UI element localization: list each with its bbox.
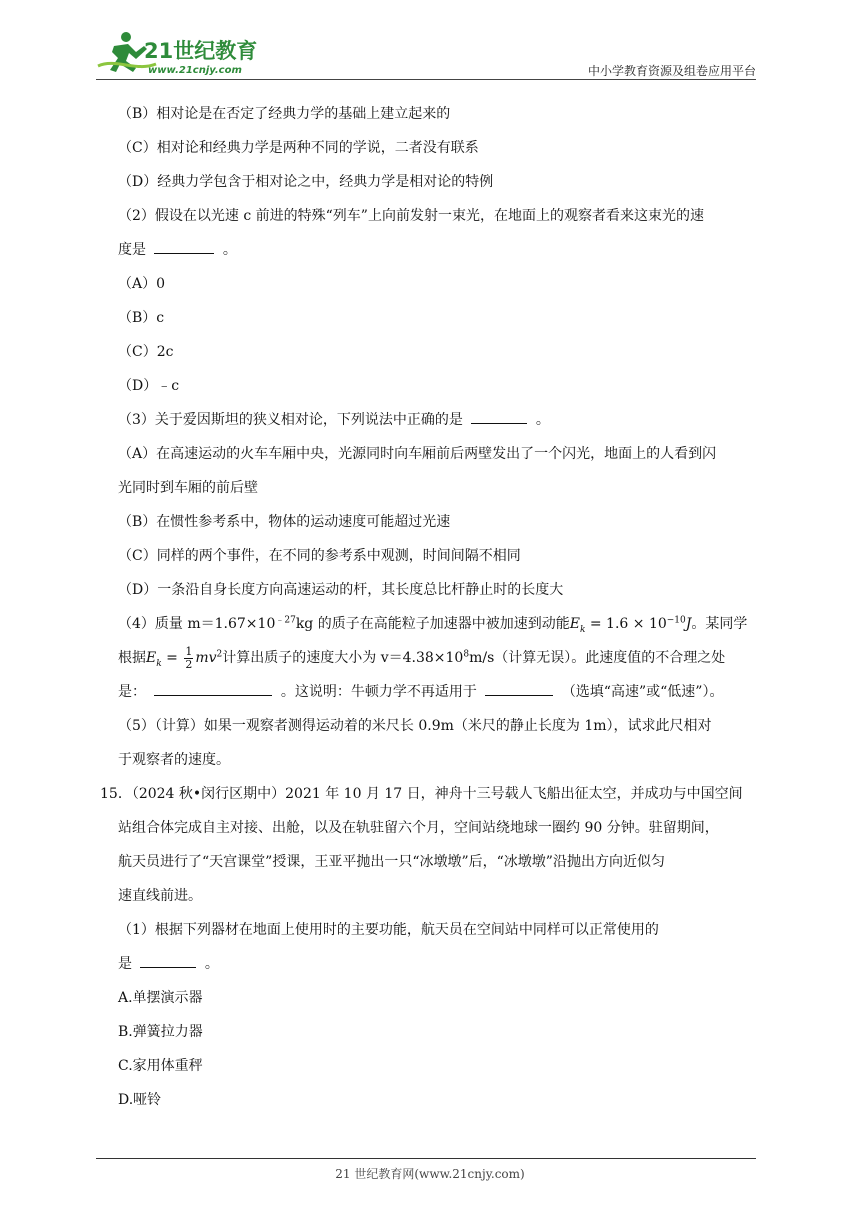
choice-a: A.单摆演示器	[118, 990, 203, 1006]
subquestion-4-blanks	[118, 675, 768, 709]
option-d: （D）一条沿自身长度方向高速运动的杆，其长度总比杆静止时的长度大	[118, 582, 564, 598]
option-a: （A）在高速运动的火车车厢中央，光源同时向车厢前后两壁发出了一个闪光，地面上的人看到闪	[118, 446, 717, 462]
footer-divider	[96, 1158, 756, 1159]
text-segment: （选填“高速”或“低速”）。	[561, 684, 724, 700]
subquestion-3	[118, 403, 768, 437]
logo-icon	[96, 28, 266, 78]
text-segment: （4）质量 m＝1.67×10	[118, 616, 276, 632]
text-segment: 。这说明：牛顿力学不再适用于	[280, 684, 477, 700]
subquestion-4	[118, 607, 768, 641]
option-d: （D）﹣c	[118, 378, 180, 394]
exponent: −10	[666, 615, 686, 626]
answer-blank[interactable]	[154, 235, 214, 254]
question-15-cont: 航天员进行了“天宫课堂”授课，王亚平抛出一只“冰墩墩”后，“冰墩墩”沿抛出方向近似匀	[118, 854, 665, 870]
text-segment: kg 的质子在高能粒子加速器中被加速到动能	[295, 616, 570, 632]
text-segment: 根据	[118, 650, 146, 666]
header-divider	[96, 79, 756, 80]
question-15: 15．（2024 秋•闵行区期中）2021 年 10 月 17 日，神舟十三号载人飞船出征太空，并成功与中国空间	[100, 786, 743, 802]
option-c: （C）同样的两个事件，在不同的参考系中观测，时间间隔不相同	[118, 548, 521, 564]
text-segment: 。某同学	[691, 616, 748, 632]
subquestion-2: （2）假设在以光速 c 前进的特殊“列车”上向前发射一束光，在地面上的观察者看来这束光的速	[118, 208, 704, 224]
math-symbol: E	[569, 616, 580, 632]
page-footer: 21 世纪教育网(www.21cnjy.com)	[335, 1167, 525, 1181]
text-segment: 度是	[118, 242, 146, 258]
text-segment: =	[161, 650, 183, 666]
subquestion-5: （5）（计算）如果一观察者测得运动着的米尺长 0.9m（米尺的静止长度为 1m），试求此尺相对	[118, 718, 712, 734]
math-symbol: E	[146, 650, 157, 666]
text-segment: = 1.6 × 10	[585, 616, 667, 632]
answer-blank[interactable]	[154, 677, 272, 696]
fraction-numerator: 1	[185, 644, 193, 658]
exponent: 8	[463, 649, 470, 660]
question-15-cont: 站组合体完成自主对接、出舱，以及在轨驻留六个月，空间站绕地球一圈约 90 分钟。驻留期间，	[118, 820, 719, 836]
option-a-cont: 光同时到车厢的前后壁	[118, 480, 258, 496]
fraction-denominator: 2	[185, 657, 193, 671]
subquestion-2-cont	[118, 233, 768, 267]
option-d: （D）经典力学包含于相对论之中，经典力学是相对论的特例	[118, 174, 494, 190]
math-subscript: k	[579, 624, 586, 635]
math-subscript: k	[156, 658, 162, 669]
text-segment: 。	[222, 242, 237, 258]
option-b: （B）c	[118, 310, 165, 326]
option-a: （A）0	[118, 276, 166, 292]
text-segment: 是：	[118, 684, 146, 700]
logo-text: 21世纪教育	[144, 39, 258, 63]
math-symbol: J	[685, 616, 692, 632]
answer-blank[interactable]	[471, 405, 527, 424]
subquestion-4-cont	[118, 641, 768, 675]
question-content	[100, 97, 768, 1117]
answer-blank[interactable]	[485, 677, 553, 696]
text-segment: 。	[204, 956, 219, 972]
option-c: （C）相对论和经典力学是两种不同的学说，二者没有联系	[118, 140, 479, 156]
text-segment: m/s（计算无误）。此速度值的不合理之处	[469, 650, 726, 666]
text-segment: 是	[118, 956, 132, 972]
math-symbol: mv	[195, 650, 217, 666]
option-b: （B）在惯性参考系中，物体的运动速度可能超过光速	[118, 514, 451, 530]
choice-c: C.家用体重秤	[118, 1058, 203, 1074]
question-15-cont: 速直线前进。	[118, 888, 202, 904]
choice-b: B.弹簧拉力器	[118, 1024, 203, 1040]
answer-blank[interactable]	[140, 949, 196, 968]
text-segment: 计算出质子的速度大小为 v＝4.38×10	[222, 650, 464, 666]
exponent: ﹣27	[275, 615, 296, 626]
subquestion-5-cont: 于观察者的速度。	[118, 752, 230, 768]
subquestion-1-cont	[118, 947, 768, 981]
subquestion-1: （1）根据下列器材在地面上使用时的主要功能，航天员在空间站中同样可以正常使用的	[118, 922, 659, 938]
platform-name: 中小学教育资源及组卷应用平台	[587, 64, 756, 78]
page-header	[96, 28, 756, 82]
exponent: 2	[216, 649, 223, 660]
logo-url: www.21cnjy.com	[148, 65, 242, 76]
choice-d: D.哑铃	[118, 1092, 162, 1108]
text-segment: 。	[535, 412, 550, 428]
text-segment: （3）关于爱因斯坦的狭义相对论，下列说法中正确的是	[118, 412, 463, 428]
option-c: （C）2c	[118, 344, 174, 360]
option-b: （B）相对论是在否定了经典力学的基础上建立起来的	[118, 106, 451, 122]
fraction	[184, 646, 193, 671]
